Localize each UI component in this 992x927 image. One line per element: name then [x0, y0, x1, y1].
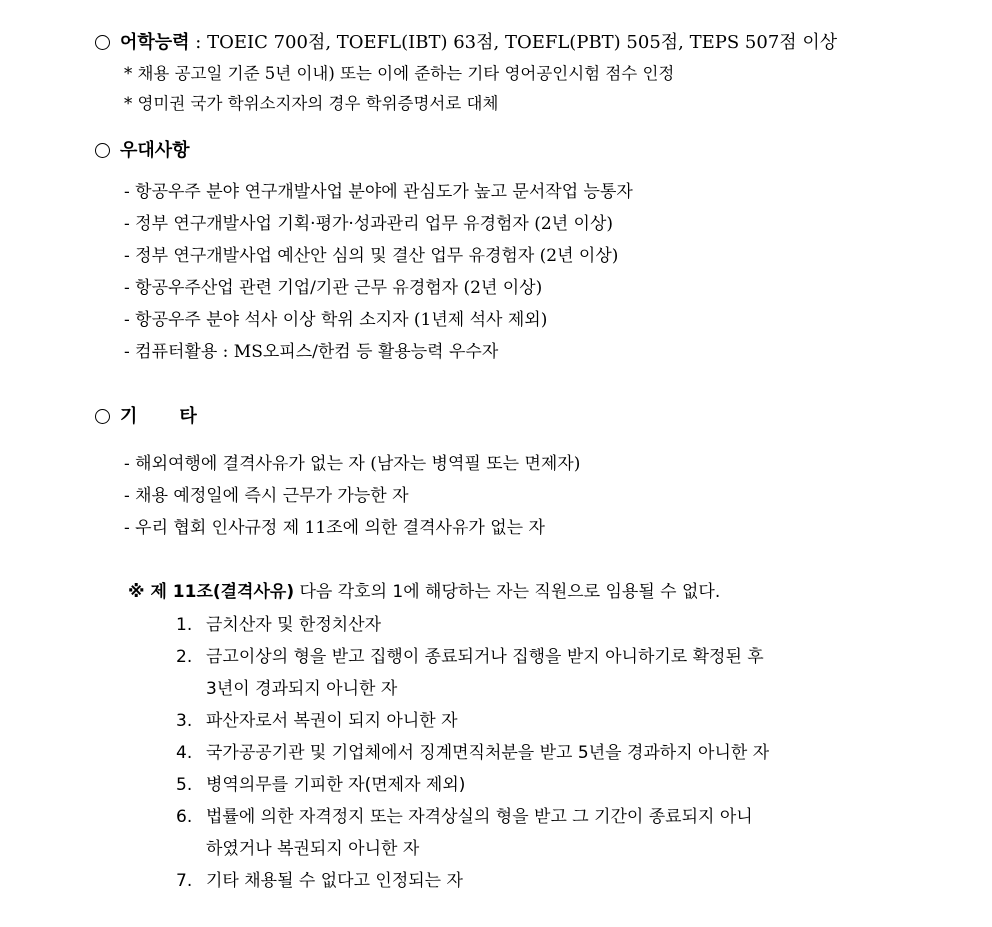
article-item	[176, 806, 753, 828]
etc-section-header	[95, 406, 197, 428]
article-header	[128, 581, 720, 603]
article-item-number: 3.	[176, 711, 193, 731]
language-section-header	[95, 32, 837, 54]
article-item-number: 2.	[176, 647, 193, 667]
etc-item: - 채용 예정일에 즉시 근무가 가능한 자	[124, 486, 409, 506]
article-heading: ※ 제 11조(결격사유)	[128, 582, 295, 602]
language-note: * 영미권 국가 학위소지자의 경우 학위증명서로 대체	[124, 94, 499, 113]
article-text: 다음 각호의 1에 해당하는 자는 직원으로 임용될 수 없다.	[294, 582, 721, 602]
preferred-section-header	[95, 140, 190, 162]
article-item-continuation: 3년이 경과되지 아니한 자	[206, 679, 398, 699]
article-item	[176, 710, 458, 732]
circle-bullet-icon	[95, 35, 110, 50]
article-item-text: 파산자로서 복권이 되지 아니한 자	[206, 711, 458, 731]
preferred-item: - 컴퓨터활용 : MS오피스/한컴 등 활용능력 우수자	[124, 342, 499, 362]
article-item-number: 7.	[176, 871, 193, 891]
etc-title-part1: 기	[120, 406, 138, 427]
language-title: 어학능력	[120, 32, 190, 53]
circle-bullet-icon	[95, 143, 110, 158]
etc-item: - 우리 협회 인사규정 제 11조에 의한 결격사유가 없는 자	[124, 518, 545, 538]
article-item-text: 법률에 의한 자격정지 또는 자격상실의 형을 받고 그 기간이 종료되지 아니	[206, 807, 753, 827]
article-item-number: 1.	[176, 615, 193, 635]
article-item-number: 4.	[176, 743, 193, 763]
preferred-item: - 정부 연구개발사업 예산안 심의 및 결산 업무 유경험자 (2년 이상)	[124, 246, 619, 266]
article-item	[176, 870, 463, 892]
article-item-text: 국가공공기관 및 기업체에서 징계면직처분을 받고 5년을 경과하지 아니한 자	[206, 743, 770, 763]
article-item-text: 기타 채용될 수 없다고 인정되는 자	[206, 871, 463, 891]
article-item-continuation: 하였거나 복권되지 아니한 자	[206, 839, 420, 859]
preferred-title: 우대사항	[120, 140, 190, 161]
article-item	[176, 774, 465, 796]
article-item	[176, 614, 381, 636]
preferred-item: - 항공우주산업 관련 기업/기관 근무 유경험자 (2년 이상)	[124, 278, 543, 298]
article-item-number: 6.	[176, 807, 193, 827]
preferred-item: - 항공우주 분야 연구개발사업 분야에 관심도가 높고 문서작업 능통자	[124, 182, 633, 202]
language-separator: :	[189, 32, 208, 53]
article-item	[176, 646, 764, 668]
language-requirements: TOEIC 700점, TOEFL(IBT) 63점, TOEFL(PBT) 505점, TEPS 507점 이상	[207, 32, 838, 53]
article-item-number: 5.	[176, 775, 193, 795]
preferred-item: - 정부 연구개발사업 기획·평가·성과관리 업무 유경험자 (2년 이상)	[124, 214, 614, 234]
preferred-item: - 항공우주 분야 석사 이상 학위 소지자 (1년제 석사 제외)	[124, 310, 548, 330]
article-item	[176, 742, 769, 764]
etc-title-part2: 타	[179, 406, 197, 427]
article-item-text: 병역의무를 기피한 자(면제자 제외)	[206, 775, 466, 795]
article-item-text: 금고이상의 형을 받고 집행이 종료되거나 집행을 받지 아니하기로 확정된 후	[206, 647, 764, 667]
circle-bullet-icon	[95, 409, 110, 424]
etc-item: - 해외여행에 결격사유가 없는 자 (남자는 병역필 또는 면제자)	[124, 454, 581, 474]
language-note: * 채용 공고일 기준 5년 이내) 또는 이에 준하는 기타 영어공인시험 점수 인정	[124, 64, 675, 83]
article-item-text: 금치산자 및 한정치산자	[206, 615, 382, 635]
